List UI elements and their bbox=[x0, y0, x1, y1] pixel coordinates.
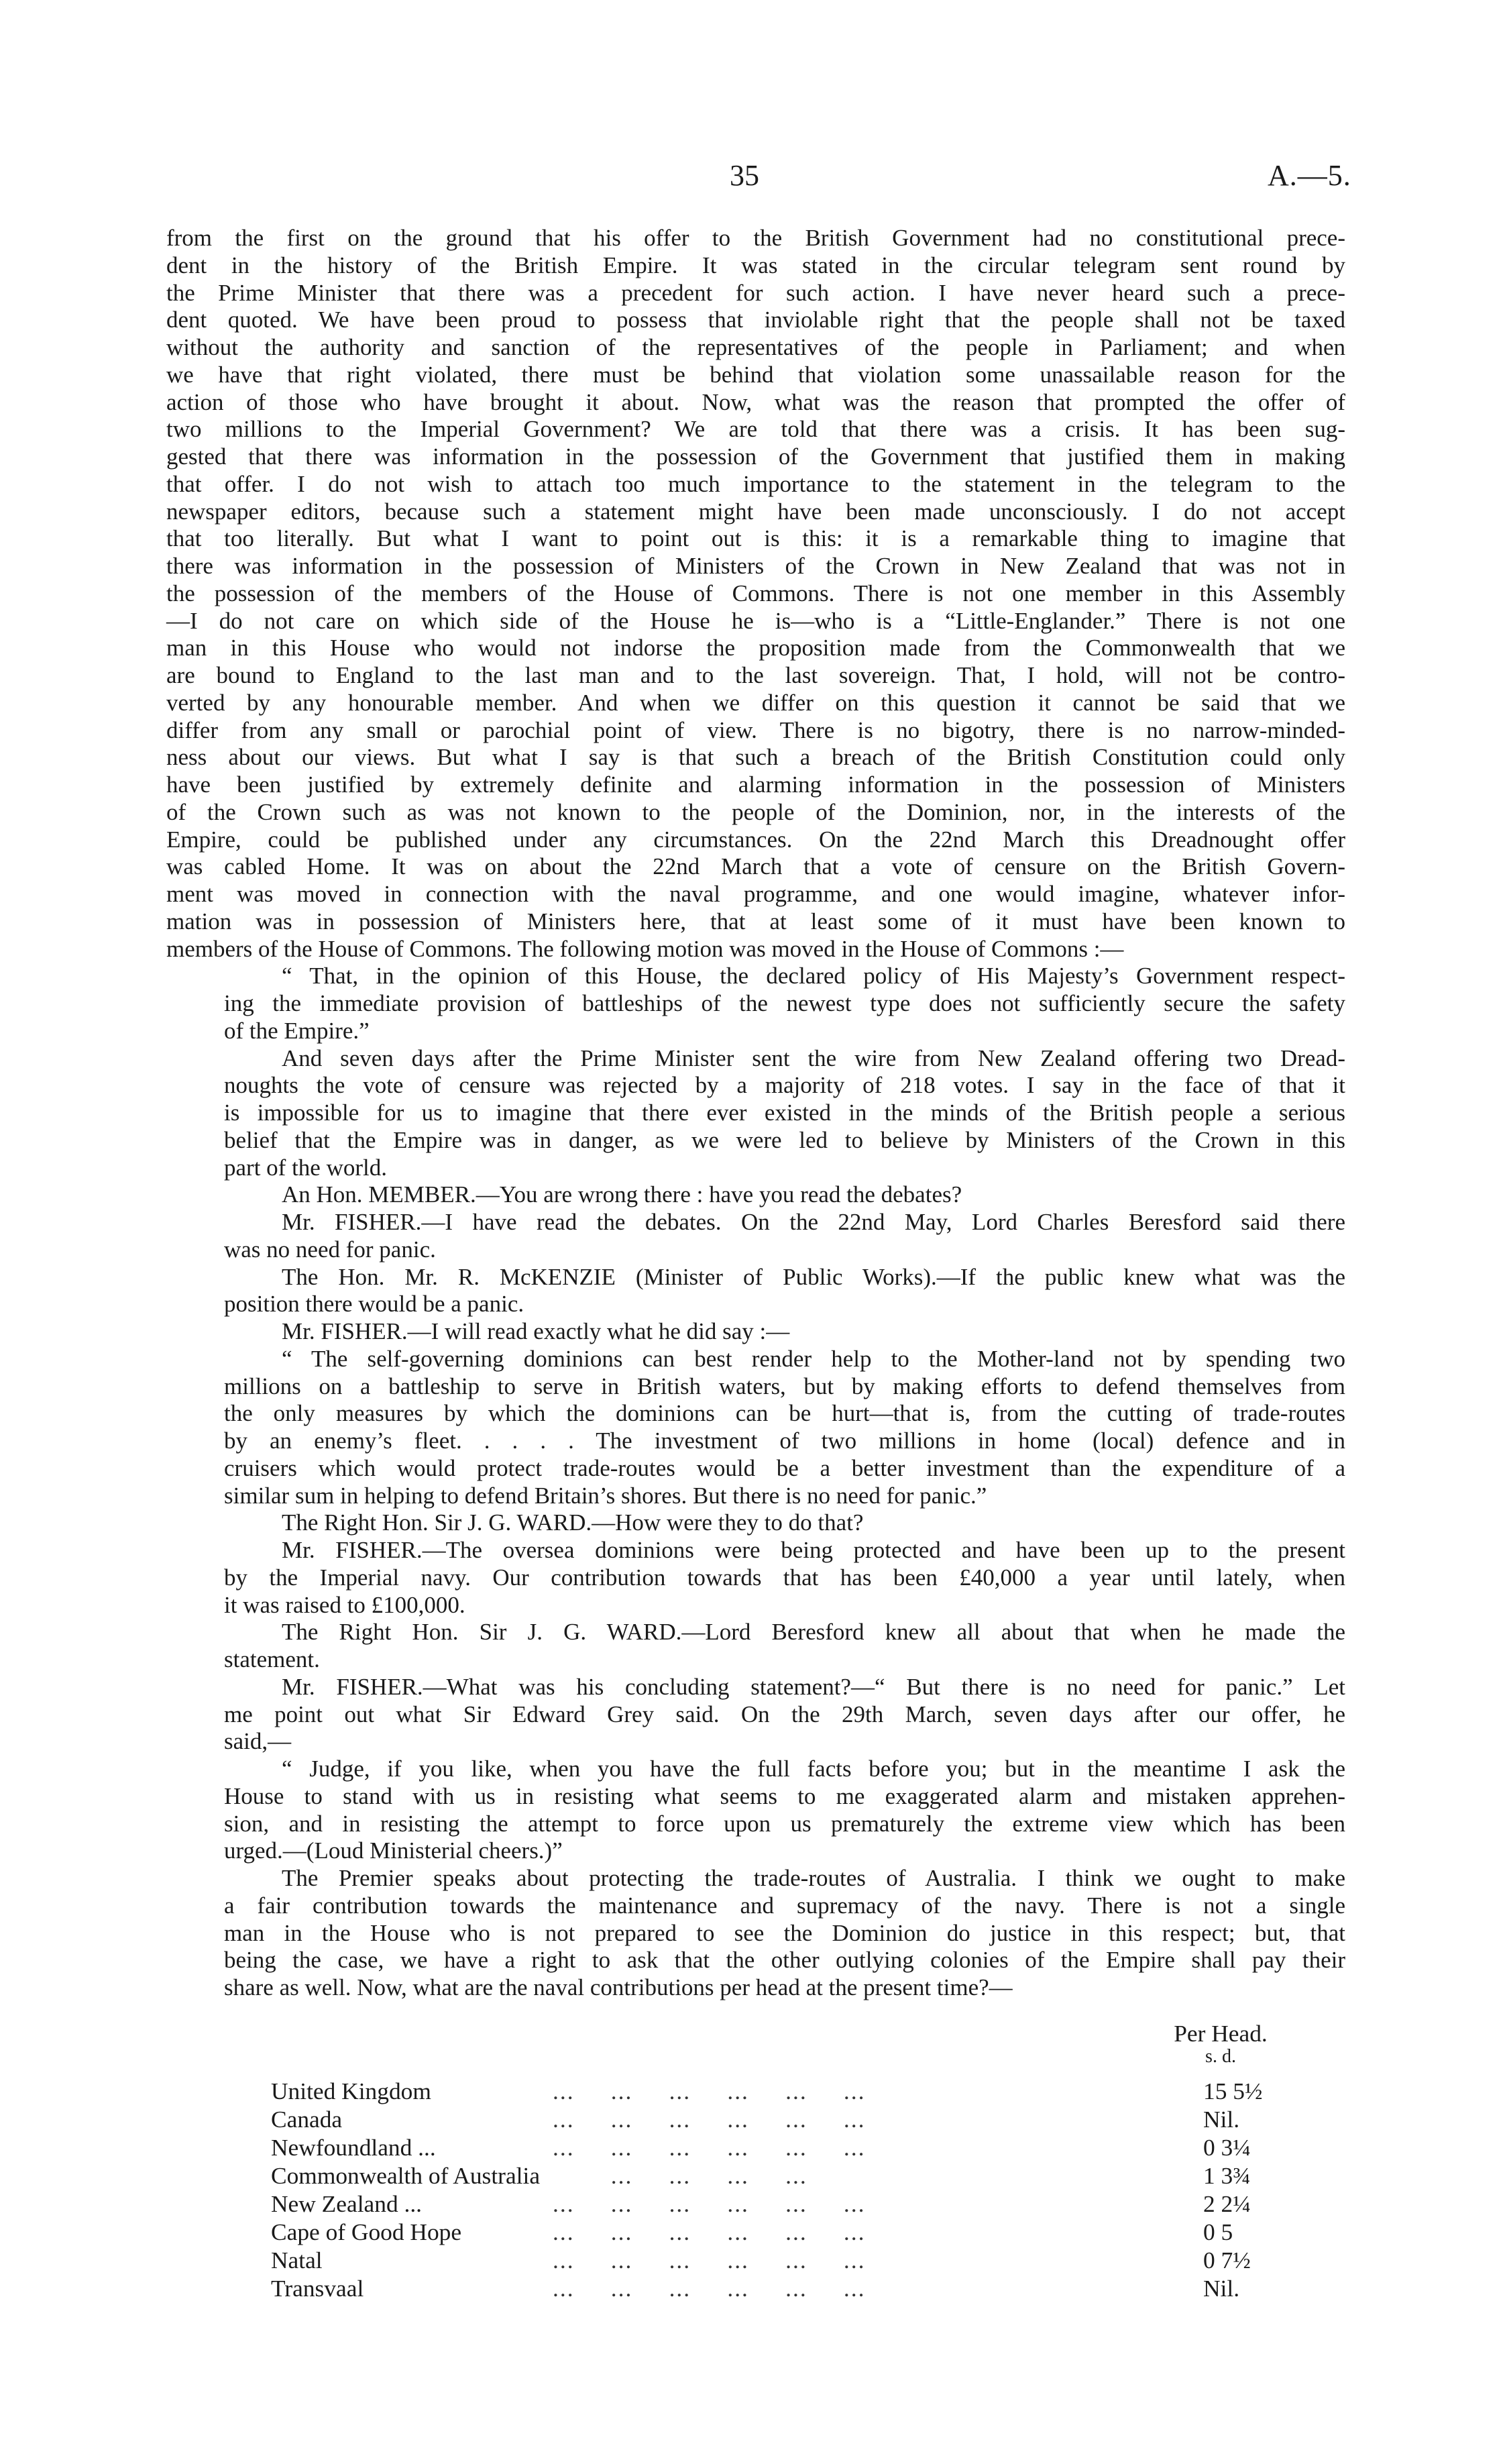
country-name: Canada bbox=[271, 2106, 343, 2133]
text-line: And seven days after the Prime Minister sent the wire from New Zealand offering two Dread- bbox=[282, 1044, 1345, 1071]
text-line: man in the House who is not prepared to see the Dominion do justice in this respect; but, that bbox=[224, 1919, 1345, 1946]
text-line: man in this House who would not indorse the proposition made from the Commonwealth that we bbox=[166, 635, 1345, 661]
text-line: being the case, we have a right to ask that the other outlying colonies of the Empire shall pay their bbox=[224, 1947, 1345, 1974]
text-line: ing the immediate provision of battleships of the newest type does not sufficiently secure the safety bbox=[224, 990, 1345, 1016]
text-line: action of those who have brought it about. Now, what was the reason that prompted the offer of bbox=[166, 388, 1345, 415]
text-line: ness about our views. But what I say is that such a breach of the British Constitution could only bbox=[166, 744, 1345, 771]
dot-leader: ... ... ... ... ... ... bbox=[553, 2106, 866, 2133]
text-line: we have that right violated, there must be behind that violation some unassailable reason for the bbox=[166, 361, 1345, 388]
table-row bbox=[271, 2105, 1345, 2133]
text-line: “ The self-governing dominions can best render help to the Mother-land not by spending two bbox=[282, 1345, 1345, 1372]
text-line: is impossible for us to imagine that there ever existed in the minds of the British people a serious bbox=[224, 1100, 1345, 1126]
text-line: dent in the history of the British Empire. It was stated in the circular telegram sent round by bbox=[166, 252, 1345, 278]
document-reference: A.—5. bbox=[1268, 159, 1351, 192]
dot-leader: ... ... ... ... ... ... bbox=[553, 2247, 866, 2273]
country-name: Transvaal bbox=[271, 2275, 364, 2302]
text-line: mation was in possession of Ministers here, that at least some of it must have been known to bbox=[166, 908, 1345, 934]
per-head-value: 1 3¾ bbox=[1203, 2162, 1251, 2189]
paragraph bbox=[166, 1619, 1345, 1674]
quoted-passage bbox=[166, 1346, 1345, 1510]
dot-leader: ... ... ... ... ... ... bbox=[553, 2275, 866, 2302]
paragraph bbox=[166, 1674, 1345, 1756]
table-column-header bbox=[1154, 2021, 1288, 2068]
body-text bbox=[166, 225, 1345, 2002]
text-line: share as well. Now, what are the naval contributions per head at the present time?— bbox=[224, 1974, 1013, 2000]
country-name: Commonwealth of Australia bbox=[271, 2162, 541, 2189]
text-line: belief that the Empire was in danger, as we were led to believe by Ministers of the Crown in this bbox=[224, 1126, 1345, 1153]
text-line: differ from any small or parochial point of view. There is no bigotry, there is no narrow-minded- bbox=[166, 716, 1345, 743]
text-line: similar sum in helping to defend Britain’s shores. But there is no need for panic.” bbox=[224, 1482, 987, 1509]
text-line: by an enemy’s fleet. . . . . The investment of two millions in home (local) defence and in bbox=[224, 1428, 1345, 1454]
text-line: millions on a battleship to serve in British waters, but by making efforts to defend themselves from bbox=[224, 1373, 1345, 1399]
text-line: the Prime Minister that there was a precedent for such action. I have never heard such a prece- bbox=[166, 279, 1345, 306]
text-line: are bound to England to the last man and to the last sovereign. That, I hold, will not be contro- bbox=[166, 662, 1345, 688]
country-name: Newfoundland ... bbox=[271, 2134, 436, 2161]
text-line: statement. bbox=[224, 1646, 320, 1672]
text-line: that offer. I do not wish to attach too much importance to the statement in the telegram to the bbox=[166, 470, 1345, 497]
country-name: United Kingdom bbox=[271, 2078, 431, 2104]
paragraph bbox=[166, 1209, 1345, 1264]
table-row bbox=[271, 2274, 1345, 2302]
text-line: from the first on the ground that his offer to the British Government had no constitutional prece- bbox=[166, 225, 1345, 251]
text-line: ment was moved in connection with the naval programme, and one would imagine, whatever infor- bbox=[166, 881, 1345, 907]
paragraph bbox=[166, 1318, 1345, 1346]
paragraph bbox=[166, 1264, 1345, 1319]
per-head-value: 0 3¼ bbox=[1203, 2134, 1251, 2161]
table-row bbox=[271, 2190, 1345, 2218]
table-row bbox=[271, 2133, 1345, 2161]
text-line: was no need for panic. bbox=[224, 1236, 436, 1263]
text-line: Mr. FISHER.—I will read exactly what he did say :— bbox=[282, 1318, 790, 1344]
per-head-label: Per Head. bbox=[1174, 2020, 1268, 2047]
per-head-value: 15 5½ bbox=[1203, 2078, 1263, 2104]
text-line: The Premier speaks about protecting the trade-routes of Australia. I think we ought to make bbox=[282, 1865, 1345, 1891]
per-head-value: 0 5 bbox=[1203, 2218, 1233, 2245]
text-line: newspaper editors, because such a statement might have been made unconsciously. I do not accept bbox=[166, 498, 1345, 525]
text-line: the only measures by which the dominions can be hurt—that is, from the cutting of trade-routes bbox=[224, 1400, 1345, 1427]
text-line: position there would be a panic. bbox=[224, 1291, 524, 1318]
paragraph bbox=[166, 1537, 1345, 1619]
text-line: The Right Hon. Sir J. G. WARD.—Lord Beresford knew all about that when he made the bbox=[282, 1619, 1345, 1646]
table-row bbox=[271, 2218, 1345, 2246]
table-row bbox=[271, 2077, 1345, 2105]
dot-leader: ... ... ... ... ... ... bbox=[553, 2218, 866, 2245]
text-line: Mr. FISHER.—What was his concluding statement?—“ But there is no need for panic.” Let bbox=[282, 1673, 1345, 1700]
text-line: have been justified by extremely definite and alarming information in the possession of Ministers bbox=[166, 771, 1345, 798]
quoted-passage bbox=[166, 963, 1345, 1044]
text-line: urged.—(Loud Ministerial cheers.)” bbox=[224, 1837, 563, 1864]
text-line: it was raised to £100,000. bbox=[224, 1591, 465, 1618]
dot-leader: ... ... ... ... ... ... bbox=[553, 2134, 866, 2161]
currency-units-label: s. d. bbox=[1205, 2046, 1236, 2067]
country-name: New Zealand ... bbox=[271, 2190, 423, 2217]
text-line: said,— bbox=[224, 1728, 292, 1755]
text-line: The Hon. Mr. R. McKENZIE (Minister of Public Works).—If the public knew what was the bbox=[282, 1263, 1345, 1290]
text-line: by the Imperial navy. Our contribution towards that has been £40,000 a year until lately, when bbox=[224, 1564, 1345, 1591]
paragraph bbox=[166, 1509, 1345, 1537]
per-head-value: 2 2¼ bbox=[1203, 2190, 1251, 2217]
dot-leader: ... ... ... ... bbox=[553, 2162, 807, 2189]
text-line: of the Empire.” bbox=[224, 1017, 370, 1044]
per-head-value: 0 7½ bbox=[1203, 2247, 1251, 2273]
dot-leader: ... ... ... ... ... ... bbox=[553, 2190, 866, 2217]
text-line: noughts the vote of censure was rejected by a majority of 218 votes. I say in the face of that it bbox=[224, 1072, 1345, 1099]
text-line: —I do not care on which side of the House he is—who is a “Little-Englander.” There is not one bbox=[166, 607, 1345, 634]
text-line: there was information in the possession of Ministers of the Crown in New Zealand that was not in bbox=[166, 553, 1345, 579]
table-row bbox=[271, 2161, 1345, 2190]
text-line: verted by any honourable member. And when we differ on this question it cannot be said that we bbox=[166, 689, 1345, 716]
per-head-value: Nil. bbox=[1203, 2106, 1240, 2133]
text-line: House to stand with us in resisting what seems to me exaggerated alarm and mistaken apprehen- bbox=[224, 1782, 1345, 1809]
country-name: Cape of Good Hope bbox=[271, 2218, 462, 2245]
text-line: “ That, in the opinion of this House, the declared policy of His Majesty’s Government respect- bbox=[282, 963, 1345, 989]
text-line: was cabled Home. It was on about the 22nd March that a vote of censure on the British Govern- bbox=[166, 853, 1345, 880]
text-line: An Hon. MEMBER.—You are wrong there : have you read the debates? bbox=[282, 1181, 962, 1208]
text-line: me point out what Sir Edward Grey said. On the 29th March, seven days after our offer, he bbox=[224, 1701, 1345, 1727]
paragraph bbox=[166, 1181, 1345, 1209]
text-line: Mr. FISHER.—I have read the debates. On the 22nd May, Lord Charles Beresford said there bbox=[282, 1209, 1345, 1235]
text-line: of the Crown such as was not known to the people of the Dominion, nor, in the interests of the bbox=[166, 798, 1345, 825]
text-line: the possession of the members of the House of Commons. There is not one member in this Assembly bbox=[166, 580, 1345, 606]
per-head-value: Nil. bbox=[1203, 2275, 1240, 2302]
text-line: Empire, could be published under any circumstances. On the 22nd March this Dreadnought offer bbox=[166, 826, 1345, 853]
text-line: part of the world. bbox=[224, 1154, 387, 1181]
text-line: members of the House of Commons. The following motion was moved in the House of Commons :— bbox=[166, 935, 1124, 962]
text-line: sion, and in resisting the attempt to force upon us prematurely the extreme view which has been bbox=[224, 1810, 1345, 1837]
paragraph bbox=[166, 1865, 1345, 2002]
text-line: cruisers which would protect trade-routes would be a better investment than the expenditure of a bbox=[224, 1454, 1345, 1481]
quoted-passage bbox=[166, 1756, 1345, 1865]
text-line: “ Judge, if you like, when you have the full facts before you; but in the meantime I ask the bbox=[282, 1756, 1345, 1782]
country-name: Natal bbox=[271, 2247, 323, 2273]
text-line: that too literally. But what I want to point out is this: it is a remarkable thing to imagine that bbox=[166, 525, 1345, 552]
text-line: The Right Hon. Sir J. G. WARD.—How were they to do that? bbox=[282, 1509, 864, 1536]
text-line: Mr. FISHER.—The oversea dominions were being protected and have been up to the present bbox=[282, 1537, 1345, 1563]
table-row bbox=[271, 2246, 1345, 2274]
text-line: gested that there was information in the possession of the Government that justified them in making bbox=[166, 443, 1345, 470]
paragraph bbox=[166, 225, 1345, 963]
page-number: 35 bbox=[730, 159, 759, 192]
text-line: without the authority and sanction of the representatives of the people in Parliament; and when bbox=[166, 334, 1345, 360]
table-rows bbox=[271, 2077, 1345, 2302]
paragraph bbox=[166, 1045, 1345, 1182]
page-header bbox=[0, 158, 1505, 205]
dot-leader: ... ... ... ... ... ... bbox=[553, 2078, 866, 2104]
text-line: dent quoted. We have been proud to possess that inviolable right that the people shall not be taxed bbox=[166, 307, 1345, 333]
text-line: a fair contribution towards the maintenance and supremacy of the navy. There is not a single bbox=[224, 1892, 1345, 1919]
text-line: two millions to the Imperial Government? We are told that there was a crisis. It has been sug- bbox=[166, 416, 1345, 443]
